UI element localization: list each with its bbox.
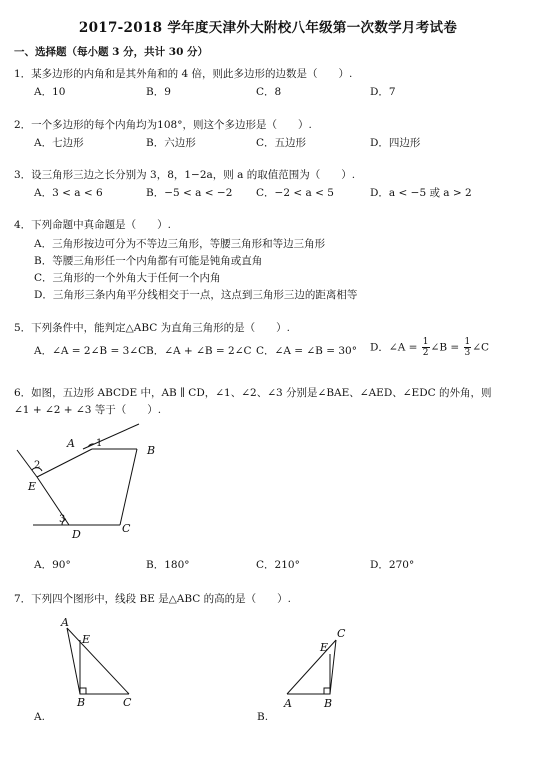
fraction-third — [464, 337, 472, 358]
option-a[interactable]: A．3 < a < 6 — [34, 187, 103, 199]
vertex-label-d: D — [72, 528, 81, 541]
fraction-half — [422, 337, 430, 358]
angle-label-1: 1 — [96, 438, 103, 449]
option-d-prefix: D．∠A = — [370, 341, 418, 354]
label-e: E — [320, 641, 329, 654]
vertex-label-a: A — [67, 437, 75, 450]
label-a: A — [61, 616, 69, 629]
option-b[interactable]: B．等腰三角形任一个内角都有可能是钝角或直角 — [34, 255, 263, 267]
option-c[interactable]: C．−2 < a < 5 — [256, 187, 334, 199]
option-c[interactable]: C．∠A = ∠B = 30° — [256, 345, 357, 357]
option-d[interactable]: D．a < −5 或 a > 2 — [370, 187, 472, 199]
option-b[interactable]: B．−5 < a < −2 — [146, 187, 233, 199]
option-c[interactable]: C．五边形 — [256, 137, 307, 149]
fraction-numerator: 1 — [464, 337, 471, 347]
option-a[interactable]: A．七边形 — [34, 137, 84, 149]
vertex-label-c: C — [122, 522, 131, 535]
question-6-stem-line1: 6．如图，五边形 ABCDE 中，AB ∥ CD，∠1、∠2、∠3 分别是∠BAE、∠AED、∠EDC 的外角，则 — [14, 387, 492, 399]
option-d-end: ∠C — [472, 341, 490, 354]
label-e: E — [82, 633, 91, 646]
option-c[interactable]: C．8 — [256, 86, 282, 98]
option-b[interactable]: B．180° — [146, 559, 190, 571]
option-c[interactable]: C．三角形的一个外角大于任何一个内角 — [34, 272, 221, 284]
option-a[interactable]: A．10 — [34, 86, 66, 98]
question-5-stem: 5．下列条件中，能判定△ABC 为直角三角形的是（ ）. — [14, 322, 290, 334]
option-d[interactable]: D．270° — [370, 559, 415, 571]
label-b: B — [77, 696, 86, 709]
label-c: C — [123, 696, 132, 709]
option-b[interactable]: B．∠A + ∠B = 2∠C — [146, 345, 252, 357]
section-heading: 一、选择题（每小题 3 分，共计 30 分） — [14, 46, 209, 58]
option-d[interactable]: D．四边形 — [370, 137, 421, 149]
angle-label-3: 3 — [59, 514, 66, 525]
figure-7b-caption[interactable]: B. — [257, 711, 269, 723]
option-a[interactable]: A．90° — [34, 559, 71, 571]
angle-label-2: 2 — [34, 460, 41, 471]
option-d[interactable] — [370, 337, 489, 358]
option-a[interactable]: A．∠A = 2∠B = 3∠C — [34, 345, 147, 357]
label-b: B — [324, 697, 333, 710]
question-3-stem: 3．设三角形三边之长分别为 3，8，1−2a，则 a 的取值范围为（ ）. — [14, 169, 356, 181]
option-d[interactable]: D．三角形三条内角平分线相交于一点，这点到三角形三边的距离相等 — [34, 289, 358, 301]
option-b[interactable]: B．9 — [146, 86, 171, 98]
label-a: A — [284, 697, 292, 710]
question-2-stem: 2．一个多边形的每个内角均为108°，则这个多边形是（ ）. — [14, 119, 312, 131]
page-title: 2017-2018 学年度天津外大附校八年级第一次数学月考试卷 — [78, 20, 458, 36]
fraction-denominator: 3 — [464, 348, 471, 358]
option-a[interactable]: A．三角形按边可分为不等边三角形，等腰三角形和等边三角形 — [34, 238, 326, 250]
question-4-stem: 4．下列命题中真命题是（ ）. — [14, 219, 172, 231]
fraction-numerator: 1 — [422, 337, 429, 347]
option-c[interactable]: C．210° — [256, 559, 300, 571]
vertex-label-b: B — [147, 444, 156, 457]
option-b[interactable]: B．六边形 — [146, 137, 196, 149]
figure-7a-caption[interactable]: A. — [34, 711, 45, 723]
question-1-stem: 1．某多边形的内角和是其外角和的 4 倍，则此多边形的边数是（ ）. — [14, 68, 353, 80]
option-d-middle: ∠B = — [430, 341, 460, 354]
question-7-stem: 7．下列四个图形中，线段 BE 是△ABC 的高的是（ ）. — [14, 593, 292, 605]
question-6-stem-line2: ∠1 + ∠2 + ∠3 等于（ ）. — [14, 404, 162, 416]
option-d[interactable]: D．7 — [370, 86, 396, 98]
label-c: C — [337, 627, 346, 640]
vertex-label-e: E — [28, 480, 37, 493]
fraction-denominator: 2 — [422, 348, 429, 358]
